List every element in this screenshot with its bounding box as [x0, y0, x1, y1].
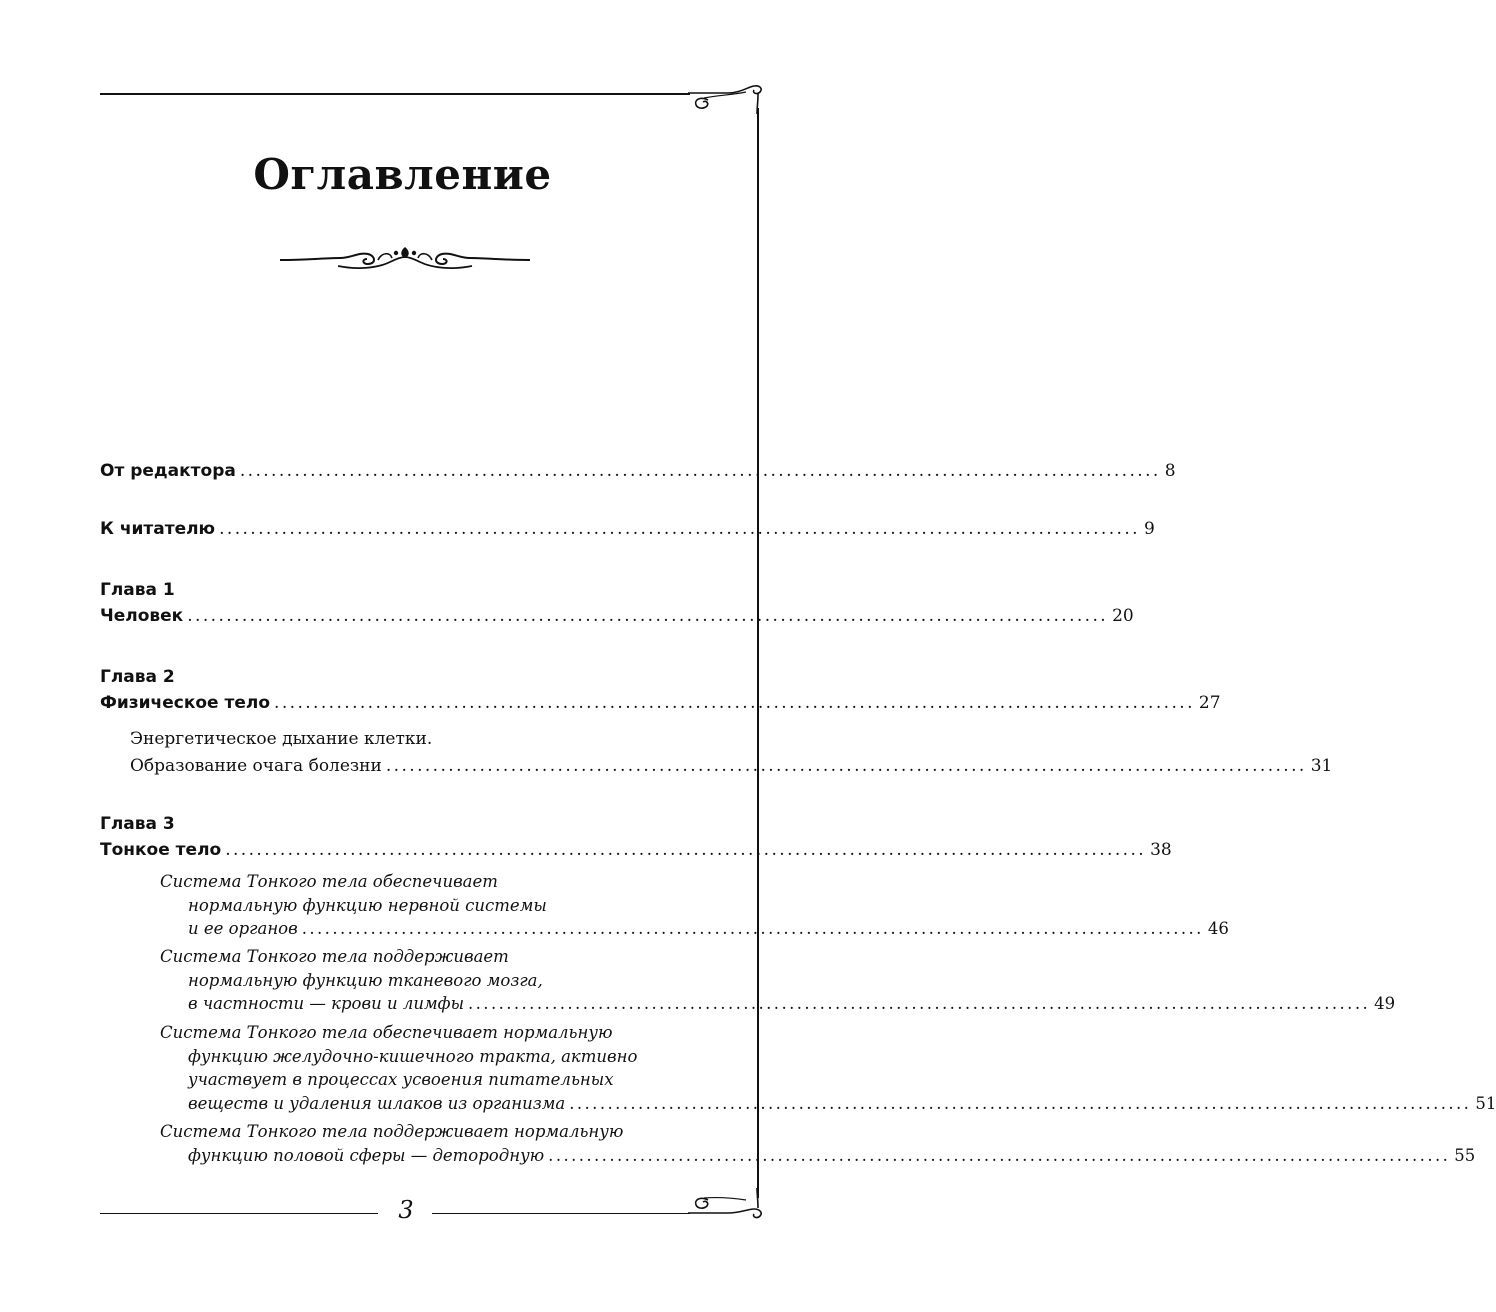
subentry-line: в частности — крови и лимфы [188, 994, 465, 1013]
bottom-rule-right [432, 1213, 690, 1214]
right-rule [757, 108, 759, 1198]
subentry-line: Образование очага болезни [130, 756, 382, 776]
dot-leader: ...................................................................................................................... [225, 840, 1147, 860]
toc-subentry-nervous-system[interactable] [160, 870, 1229, 941]
toc-page-number: 46 [1207, 919, 1229, 938]
dot-leader: ...................................................................................................................... [468, 994, 1371, 1013]
toc-entry-from-editor[interactable] [100, 458, 1176, 484]
chapter-label: Глава 1 [100, 580, 175, 600]
chapter-label: Глава 2 [100, 667, 175, 687]
chapter-label: Глава 3 [100, 814, 175, 834]
toc-page-number: 55 [1454, 1145, 1476, 1165]
toc-entry-chapter-2[interactable] [100, 664, 1221, 716]
toc-subentry-digestive-tract[interactable] [160, 1021, 1496, 1115]
page-number: 3 [398, 1196, 414, 1224]
subentry-line: участвует в процессах усвоения питательных [188, 1070, 614, 1089]
corner-curl-bottom-icon [688, 1188, 764, 1228]
toc-entry-title: К читателю [100, 519, 216, 539]
subentry-line: функцию половой сферы — детородную [188, 1145, 545, 1165]
subentry-line: Система Тонкого тела обеспечивает нормальную [160, 1023, 613, 1042]
flourish-ornament-icon [278, 242, 532, 276]
toc-entry-title: От редактора [100, 461, 236, 481]
page-title: Оглавление [253, 150, 552, 199]
toc-page-number: 51 [1475, 1093, 1496, 1113]
toc-subentry-reproductive[interactable] [160, 1120, 1476, 1167]
subentry-line: и ее органов [188, 919, 298, 938]
subentry-line: веществ и удаления шлаков из организма [188, 1093, 566, 1113]
toc-entry-chapter-3[interactable] [100, 811, 1172, 863]
subentry-line: функцию желудочно-кишечного тракта, активно [188, 1046, 638, 1066]
subentry-line: нормальную функцию тканевого мозга, [188, 970, 543, 990]
subentry-line: Система Тонкого тела обеспечивает [160, 872, 498, 891]
corner-curl-top-icon [688, 78, 764, 114]
toc-entry-to-reader[interactable] [100, 516, 1155, 542]
toc-page-number: 20 [1112, 606, 1134, 626]
toc-page-number: 38 [1150, 840, 1172, 860]
dot-leader: ...................................................................................................................... [187, 606, 1109, 626]
subentry-line: нормальную функцию нервной системы [188, 895, 547, 915]
dot-leader: ...................................................................................................................... [239, 461, 1161, 481]
toc-entry-chapter-1[interactable] [100, 577, 1134, 629]
toc-entry-title: Тонкое тело [100, 840, 222, 860]
dot-leader: ...................................................................................................................... [219, 519, 1140, 539]
toc-subentry-tissue-brain[interactable] [160, 945, 1396, 1016]
toc-page-number: 31 [1310, 756, 1333, 776]
top-rule [100, 93, 690, 95]
toc-page-number: 27 [1198, 693, 1221, 713]
subentry-line: Система Тонкого тела поддерживает нормальную [160, 1122, 624, 1141]
toc-page-number: 49 [1374, 994, 1396, 1013]
toc-subentry-energy-breathing[interactable] [130, 726, 1333, 780]
dot-leader: ...................................................................................................................... [548, 1145, 1451, 1165]
toc-page-number: 9 [1143, 519, 1155, 539]
subentry-line: Система Тонкого тела поддерживает [160, 947, 509, 966]
dot-leader: ...................................................................................................................... [274, 693, 1195, 713]
toc-entry-title: Человек [100, 606, 184, 626]
toc-page-number: 8 [1164, 461, 1176, 481]
subentry-line: Энергетическое дыхание клетки. [130, 729, 433, 749]
toc-entry-title: Физическое тело [100, 693, 271, 713]
dot-leader: ...................................................................................................................... [385, 756, 1307, 776]
bottom-rule-left [100, 1213, 378, 1214]
dot-leader: ...................................................................................................................... [569, 1093, 1472, 1113]
dot-leader: ...................................................................................................................... [301, 919, 1204, 938]
